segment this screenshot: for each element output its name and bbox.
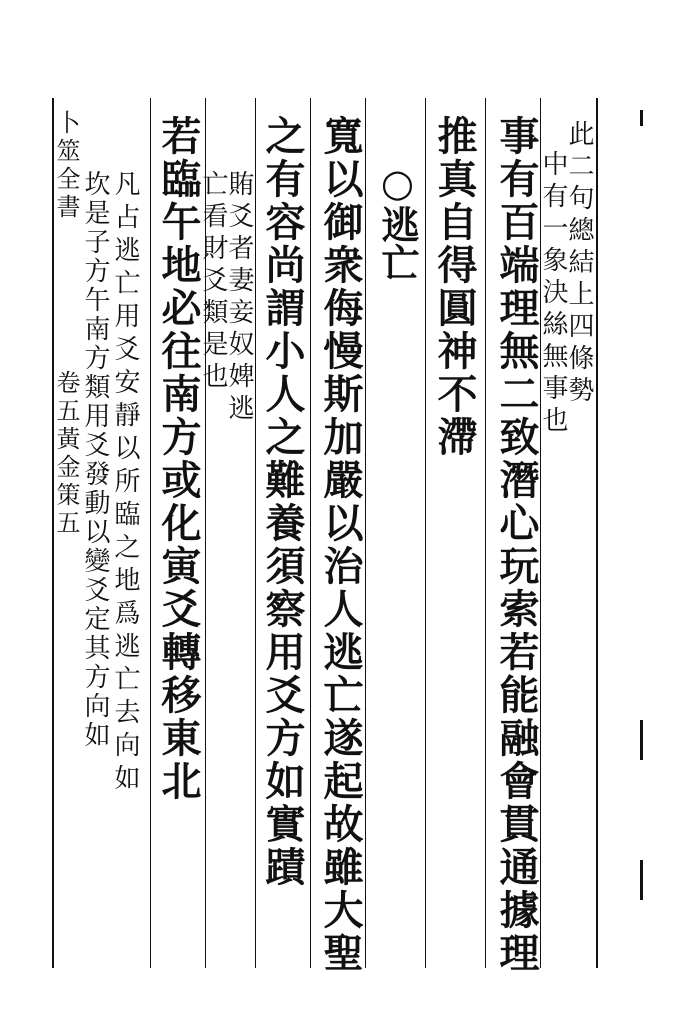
main-text-column: 之有容尚謂小人之難養須察用爻方如實蹟 xyxy=(259,115,306,889)
column-rule xyxy=(150,98,151,968)
main-text-column: 事有百端理無二致潛心玩索若能融會貫通據理 xyxy=(493,115,540,975)
column-rule xyxy=(255,98,256,968)
main-text-column: 推真自得圓神不滯 xyxy=(431,115,478,459)
main-text-column: 若臨午地必往南方或化寅爻轉移東北 xyxy=(155,115,202,803)
column-rule xyxy=(365,98,366,968)
annotation-text: 亡看財爻類是也 xyxy=(198,170,228,394)
annotation-text: 賄爻者妻妾奴婢逃 xyxy=(224,170,254,426)
edge-marks xyxy=(640,0,680,1024)
column-rule xyxy=(596,98,598,968)
annotation-text: 此二句總結上四條勢 xyxy=(564,120,594,408)
book-title: 卜筮全書 xyxy=(52,110,80,222)
chapter-label: 卷五黃金策五 xyxy=(52,370,80,538)
main-text-column: 寬以御衆侮慢斯加嚴以治人逃亡遂起故雖大聖 xyxy=(317,115,364,975)
column-rule xyxy=(425,98,426,968)
column-rule xyxy=(310,98,311,968)
annotation-text: 坎是子方午南方類用爻發動以變爻定其方向如 xyxy=(80,170,110,750)
column-rule xyxy=(485,98,486,968)
annotation-text: 凡占逃亡用爻安靜以所臨之地爲逃亡去向如 xyxy=(110,170,140,797)
annotation-text: 中有一象決絲無事也 xyxy=(538,150,568,438)
section-heading: ○逃亡 xyxy=(375,160,420,281)
